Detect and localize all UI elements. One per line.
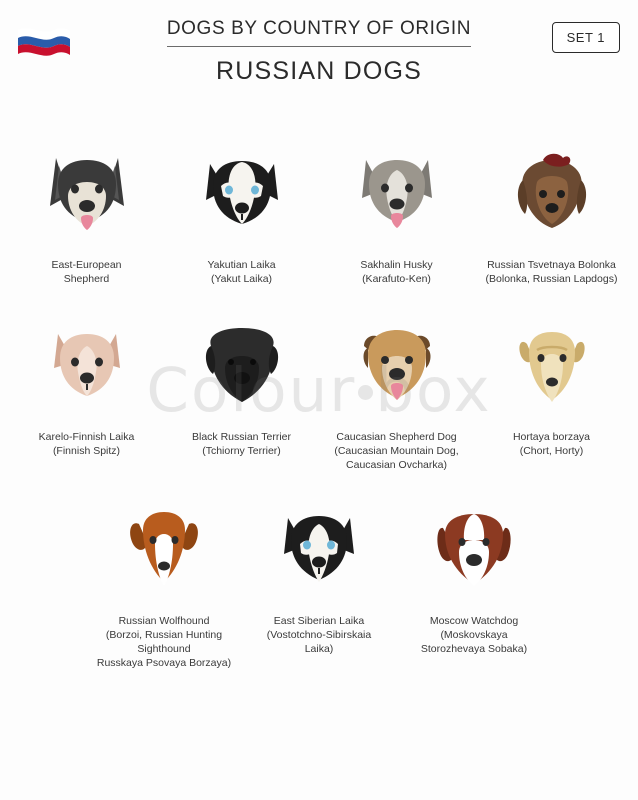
title-block bbox=[124, 18, 514, 86]
breed-card-caucasian-shepherd-dog[interactable] bbox=[319, 316, 474, 472]
breed-caption bbox=[321, 430, 473, 472]
breed-card-russian-tsvetnaya-bolonka[interactable] bbox=[474, 144, 629, 286]
caption-line: Storozhevaya Sobaka) bbox=[420, 643, 528, 655]
dog-face-sakhalin-husky bbox=[338, 144, 456, 250]
caption-line: Black Russian Terrier bbox=[191, 431, 291, 443]
dog-face-east-siberian-laika bbox=[260, 500, 378, 606]
caption-line: Moscow Watchdog bbox=[429, 615, 519, 627]
breed-caption bbox=[476, 430, 628, 458]
dog-face-russian-wolfhound bbox=[105, 500, 223, 606]
caption-line: (Caucasian Mountain Dog, bbox=[334, 445, 459, 457]
breed-caption bbox=[166, 430, 318, 458]
header bbox=[0, 0, 638, 92]
caption-line: (Yakut Laika) bbox=[210, 273, 273, 285]
caption-line: (Finnish Spitz) bbox=[52, 445, 121, 457]
caption-line: (Karafuto-Ken) bbox=[362, 273, 431, 285]
caption-line: Sakhalin Husky bbox=[360, 259, 433, 271]
caption-line: East Siberian Laika bbox=[273, 615, 365, 627]
caption-line: Karelo-Finnish Laika bbox=[38, 431, 135, 443]
breed-card-east-siberian-laika[interactable] bbox=[242, 500, 397, 656]
caption-line: (Vostotchno-Sibirskaia bbox=[266, 629, 372, 641]
dog-face-hortaya-borzaya bbox=[493, 316, 611, 422]
breed-caption bbox=[398, 614, 550, 656]
caption-line: Shepherd bbox=[63, 273, 110, 285]
breed-row bbox=[0, 500, 638, 670]
dog-face-karelo-finnish-laika bbox=[28, 316, 146, 422]
breed-grid bbox=[0, 144, 638, 670]
caption-line: Russkaya Psovaya Borzaya) bbox=[96, 657, 232, 669]
breed-card-black-russian-terrier[interactable] bbox=[164, 316, 319, 458]
breed-caption bbox=[166, 258, 318, 286]
caption-line: (Chort, Horty) bbox=[519, 445, 584, 457]
dog-face-moscow-watchdog bbox=[415, 500, 533, 606]
caption-line: Caucasian Ovcharka) bbox=[346, 459, 447, 471]
breed-row bbox=[0, 316, 638, 472]
breed-caption bbox=[88, 614, 240, 670]
breed-card-yakutian-laika[interactable] bbox=[164, 144, 319, 286]
set-badge: SET 1 bbox=[552, 22, 620, 53]
caption-line: Laika) bbox=[304, 643, 334, 655]
dog-face-black-russian-terrier bbox=[183, 316, 301, 422]
breed-row bbox=[0, 144, 638, 286]
breed-caption bbox=[11, 258, 163, 286]
caption-line: Sighthound bbox=[137, 643, 191, 655]
breed-card-hortaya-borzaya[interactable] bbox=[474, 316, 629, 458]
dog-face-east-european-shepherd bbox=[28, 144, 146, 250]
dog-face-caucasian-shepherd-dog bbox=[338, 316, 456, 422]
page-subtitle: RUSSIAN DOGS bbox=[215, 57, 423, 85]
caption-line: Russian Tsvetnaya Bolonka bbox=[487, 259, 616, 271]
breed-caption bbox=[321, 258, 473, 286]
breed-caption bbox=[476, 258, 628, 286]
caption-line: (Borzoi, Russian Hunting bbox=[105, 629, 223, 641]
breed-caption bbox=[243, 614, 395, 656]
breed-card-sakhalin-husky[interactable] bbox=[319, 144, 474, 286]
dog-face-russian-tsvetnaya-bolonka bbox=[493, 144, 611, 250]
caption-line: (Moskovskaya bbox=[440, 629, 508, 641]
caption-line: (Tchiorny Terrier) bbox=[202, 445, 281, 457]
breed-card-east-european-shepherd[interactable] bbox=[9, 144, 164, 286]
breed-caption bbox=[11, 430, 163, 458]
breed-card-karelo-finnish-laika[interactable] bbox=[9, 316, 164, 458]
caption-line: East-European bbox=[51, 259, 122, 271]
russian-flag-icon bbox=[16, 24, 72, 64]
watermark-text-after: box bbox=[375, 355, 492, 426]
caption-line: Russian Wolfhound bbox=[118, 615, 210, 627]
caption-line: Hortaya borzaya bbox=[512, 431, 591, 443]
caption-line: Yakutian Laika bbox=[207, 259, 276, 271]
page-title: DOGS BY COUNTRY OF ORIGIN bbox=[167, 18, 471, 47]
dog-face-yakutian-laika bbox=[183, 144, 301, 250]
caption-line: (Bolonka, Russian Lapdogs) bbox=[485, 273, 618, 285]
caption-line: Caucasian Shepherd Dog bbox=[336, 431, 457, 443]
breed-card-russian-wolfhound[interactable] bbox=[87, 500, 242, 670]
breed-card-moscow-watchdog[interactable] bbox=[397, 500, 552, 656]
